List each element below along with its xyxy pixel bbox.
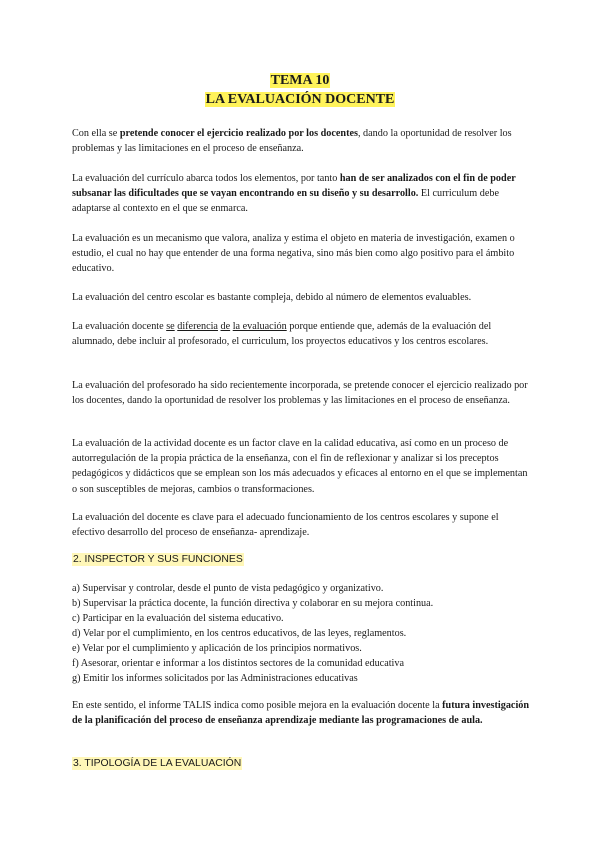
p2-bold: han de ser analizados con el fin de poder subsanar las dificultades que se vayan encontrando en su diseño y su desarrollo. [72,173,516,200]
p5-text-c: porque entiende que, además de la evaluación del alumnado, debe incluir al profesorado, el curriculum, los proyectos educativos y los centros escolares. [72,321,492,348]
paragraph-8: La evaluación del docente es clave para el adecuado funcionamiento de los centros escolares y supone el efectivo desarrollo del proceso de enseñanza- aprendizaje. [72,512,499,539]
section-2-label: 2. INSPECTOR Y SUS FUNCIONES [73,554,243,565]
paragraph-4: La evaluación del centro escolar es bastante compleja, debido al número de elementos evaluables. [72,292,472,303]
document-title [0,72,600,89]
title-line-1: TEMA 10 [270,73,330,88]
paragraph-3: La evaluación es un mecanismo que valora, analiza y estima el objeto en materia de investigación, examen o estudio, el cual no hay que entender de una forma negativa, sino más bien como algo positivo para el ámbito educativo. [72,233,515,275]
paragraph-1 [72,126,530,156]
p1-text-c: , dando la oportunidad de resolver los problemas y las limitaciones en el proceso de enseñanza. [72,128,512,155]
list-item: f) Asesorar, orientar e informar a los distintos sectores de la comunidad educativa [72,658,404,669]
list-item: b) Supervisar la práctica docente, la función directiva y colaborar en su mejora continua. [72,598,434,609]
list-item: c) Participar en la evaluación del sistema educativo. [72,613,284,624]
p5-text-a: La evaluación docente [72,321,167,332]
list-item: a) Supervisar y controlar, desde el punto de vista pedagógico y organizativo. [72,583,384,594]
list-item: e) Velar por el cumplimiento y aplicación de los principios normativos. [72,643,362,654]
paragraph-7: La evaluación de la actividad docente es un factor clave en la calidad educativa, así como en un proceso de autorregulación de la propia práctica de la enseñanza, con el fin de reflexionar y analizar si los preceptos pedagógicos y didácticos que se emplean son los más adecuados y eficaces al entorno en el que se implementan o son susceptibles de mejoras, cambios o transformaciones. [72,438,528,495]
p2-text-a: La evaluación del currículo abarca todos los elementos, por tanto [72,173,340,184]
p1-text-a: Con ella se [72,128,120,139]
section-heading-2 [72,552,244,567]
list-item: d) Velar por el cumplimiento, en los centros educativos, de las leyes, reglamentos. [72,628,407,639]
p2-text-c: El curriculum debe adaptarse al contexto en el que se enmarca. [72,188,499,215]
paragraph-9 [72,698,530,728]
paragraph-6: La evaluación del profesorado ha sido recientemente incorporada, se pretende conocer el ejercicio realizado por los docentes, dando la oportunidad de resolver los problemas y las limitaciones en el proceso de enseñanza. [72,380,528,407]
p9-text-a: En este sentido, el informe TALIS indica como posible mejora en la evaluación docente la [72,700,443,711]
p5-underline-2: diferencia [177,321,218,332]
p5-underline-4: la evaluación [232,321,287,332]
p1-bold: pretende conocer el ejercicio realizado por los docentes [119,128,358,139]
section-3-label: 3. TIPOLOGÍA DE LA EVALUACIÓN [73,758,242,769]
functions-list [72,581,532,686]
paragraph-5 [72,319,530,349]
list-item: g) Emitir los informes solicitados por las Administraciones educativas [72,673,358,684]
p5-underline-3: de [220,321,231,332]
p5-underline-1: se [166,321,175,332]
paragraph-2 [72,171,530,217]
p9-bold: futura investigación de la planificación del proceso de enseñanza aprendizaje mediante las programaciones de aula. [72,700,530,727]
section-heading-3 [72,756,242,771]
title-line-2: LA EVALUACIÓN DOCENTE [205,92,395,107]
document-subtitle [0,91,600,108]
